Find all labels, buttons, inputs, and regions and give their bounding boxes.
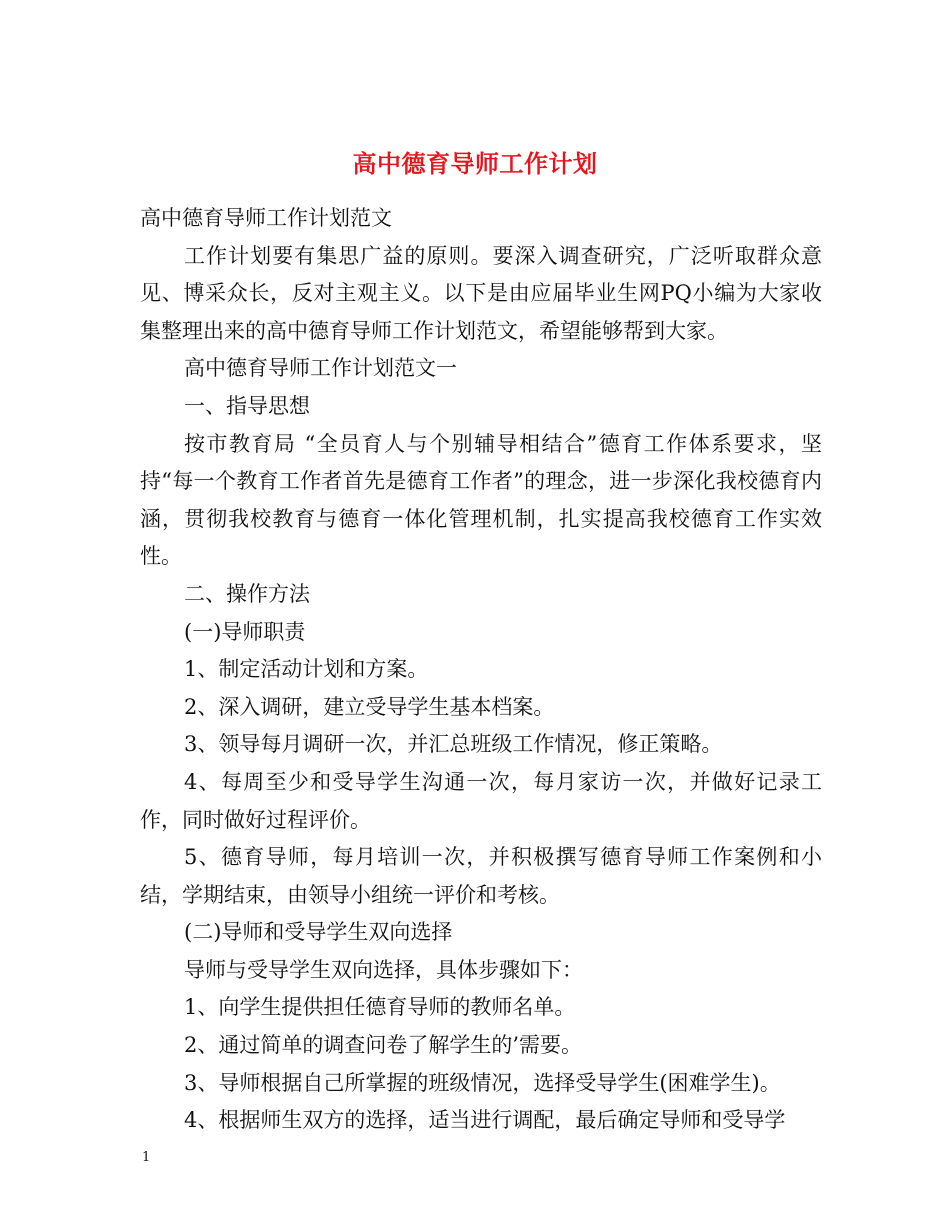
- paragraph: 2、深入调研，建立受导学生基本档案。: [184, 694, 555, 719]
- paragraph: 一、指导思想: [184, 393, 310, 418]
- paragraph: 4、根据师生双方的选择，适当进行调配，最后确定导师和受导学: [184, 1108, 786, 1133]
- paragraph: 导师与受导学生双向选择，具体步骤如下：: [184, 957, 583, 982]
- paragraph: 1、向学生提供担任德育导师的教师名单。: [184, 995, 576, 1020]
- document-body: [140, 200, 822, 1140]
- paragraph: 高中德育导师工作计划范文: [140, 206, 392, 230]
- paragraph: 4、每周至少和受导学生沟通一次，每月家访一次，并做好记录工作，同时做好过程评价。: [140, 769, 822, 832]
- paragraph: 2、通过简单的调查问卷了解学生的’需要。: [184, 1033, 583, 1058]
- paragraph: 高中德育导师工作计划范文一: [184, 356, 457, 381]
- paragraph: (二)导师和受导学生双向选择: [184, 920, 453, 945]
- paragraph: (一)导师职责: [184, 619, 306, 644]
- paragraph: 1、制定活动计划和方案。: [184, 657, 429, 682]
- page-number: 1: [142, 1150, 151, 1165]
- paragraph: 二、操作方法: [184, 581, 310, 606]
- paragraph: 5、德育导师，每月培训一次，并积极撰写德育导师工作案例和小结，学期结束，由领导小组统一评价和考核。: [140, 845, 822, 907]
- document-title: 高中德育导师工作计划: [352, 149, 598, 179]
- paragraph: 工作计划要有集思广益的原则。要深入调查研究，广泛听取群众意见、博采众长，反对主观主义。以下是由应届毕业生网PQ小编为大家收集整理出来的高中德育导师工作计划范文，希望能够帮到大家。: [140, 243, 822, 343]
- paragraph: 3、领导每月调研一次，并汇总班级工作情况，修正策略。: [184, 732, 723, 757]
- paragraph: 3、导师根据自己所掌握的班级情况，选择受导学生(困难学生)。: [184, 1070, 781, 1095]
- paragraph: 按市教育局 “全员育人与个别辅导相结合”德育工作体系要求，坚持“每一个教育工作者首先是德育工作者”的理念，进一步深化我校德育内涵，贯彻我校教育与德育一体化管理机制，扎实提高我校德育工作实效性。: [140, 431, 822, 569]
